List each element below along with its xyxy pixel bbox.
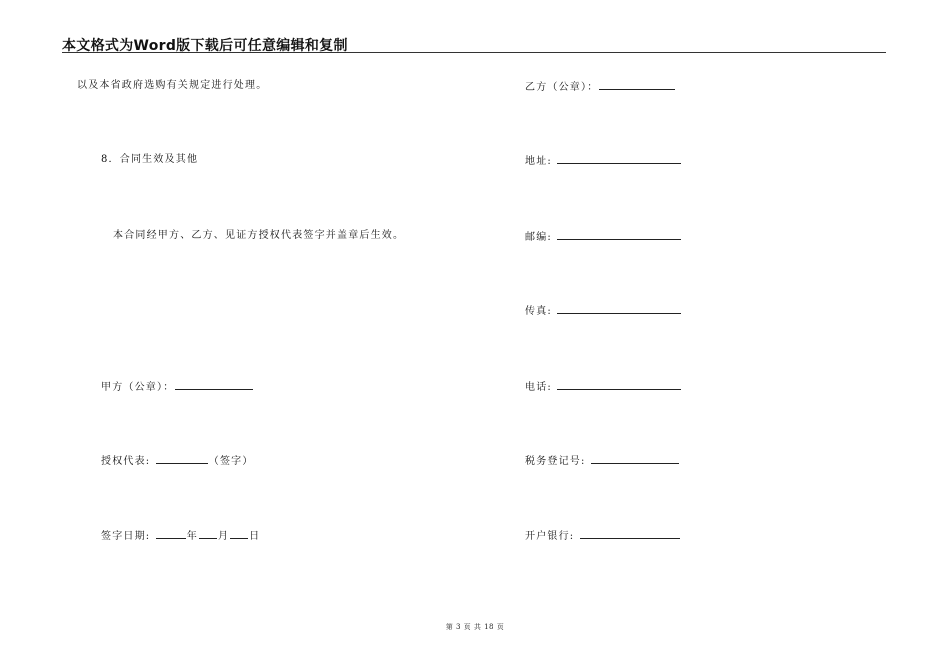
year-label: 年 [186,531,198,542]
party-a-blank [175,379,253,390]
document-header-title: 本文格式为Word版下载后可任意编辑和复制 [62,38,348,54]
phone-label: 电话: [525,382,552,393]
party-b-label: 乙方（公章）： [525,82,599,93]
bank-line [525,528,681,544]
month-label: 月 [217,531,230,542]
phone-line [525,379,682,395]
bank-blank [580,528,680,539]
header-divider [62,52,886,53]
address-line [525,153,682,169]
party-a-label: 甲方（公章）： [101,382,175,393]
fax-blank [557,303,681,314]
postcode-line [525,229,682,245]
day-label: 日 [249,531,261,542]
party-b-blank [599,79,675,90]
authorized-rep-blank [156,453,208,464]
fax-label: 传真: [525,306,552,317]
signature-note: （签字） [208,456,254,467]
party-a-seal-line [101,379,254,395]
section-8-heading: 8．合同生效及其他 [101,154,199,165]
fax-line [525,303,682,319]
address-blank [557,153,681,164]
authorized-rep-label: 授权代表: [101,456,151,467]
tax-registration-line [525,453,680,469]
clause-continuation-text: 以及本省政府选购有关规定进行处理。 [77,80,268,91]
postcode-blank [557,229,681,240]
month-blank [199,528,217,539]
party-b-seal-line [525,79,676,95]
page-number: 第 3 页 共 18 页 [445,623,505,631]
postcode-label: 邮编: [525,232,552,243]
day-blank [230,528,248,539]
bank-label: 开户银行: [525,531,575,542]
authorized-rep-line [101,453,254,469]
address-label: 地址: [525,156,552,167]
effectiveness-clause: 本合同经甲方、乙方、见证方授权代表签字并盖章后生效。 [113,230,405,241]
phone-blank [557,379,681,390]
year-blank [156,528,186,539]
tax-registration-blank [591,453,679,464]
signing-date-label: 签字日期: [101,531,151,542]
tax-registration-label: 税务登记号: [525,456,586,467]
signing-date-line [101,528,260,544]
